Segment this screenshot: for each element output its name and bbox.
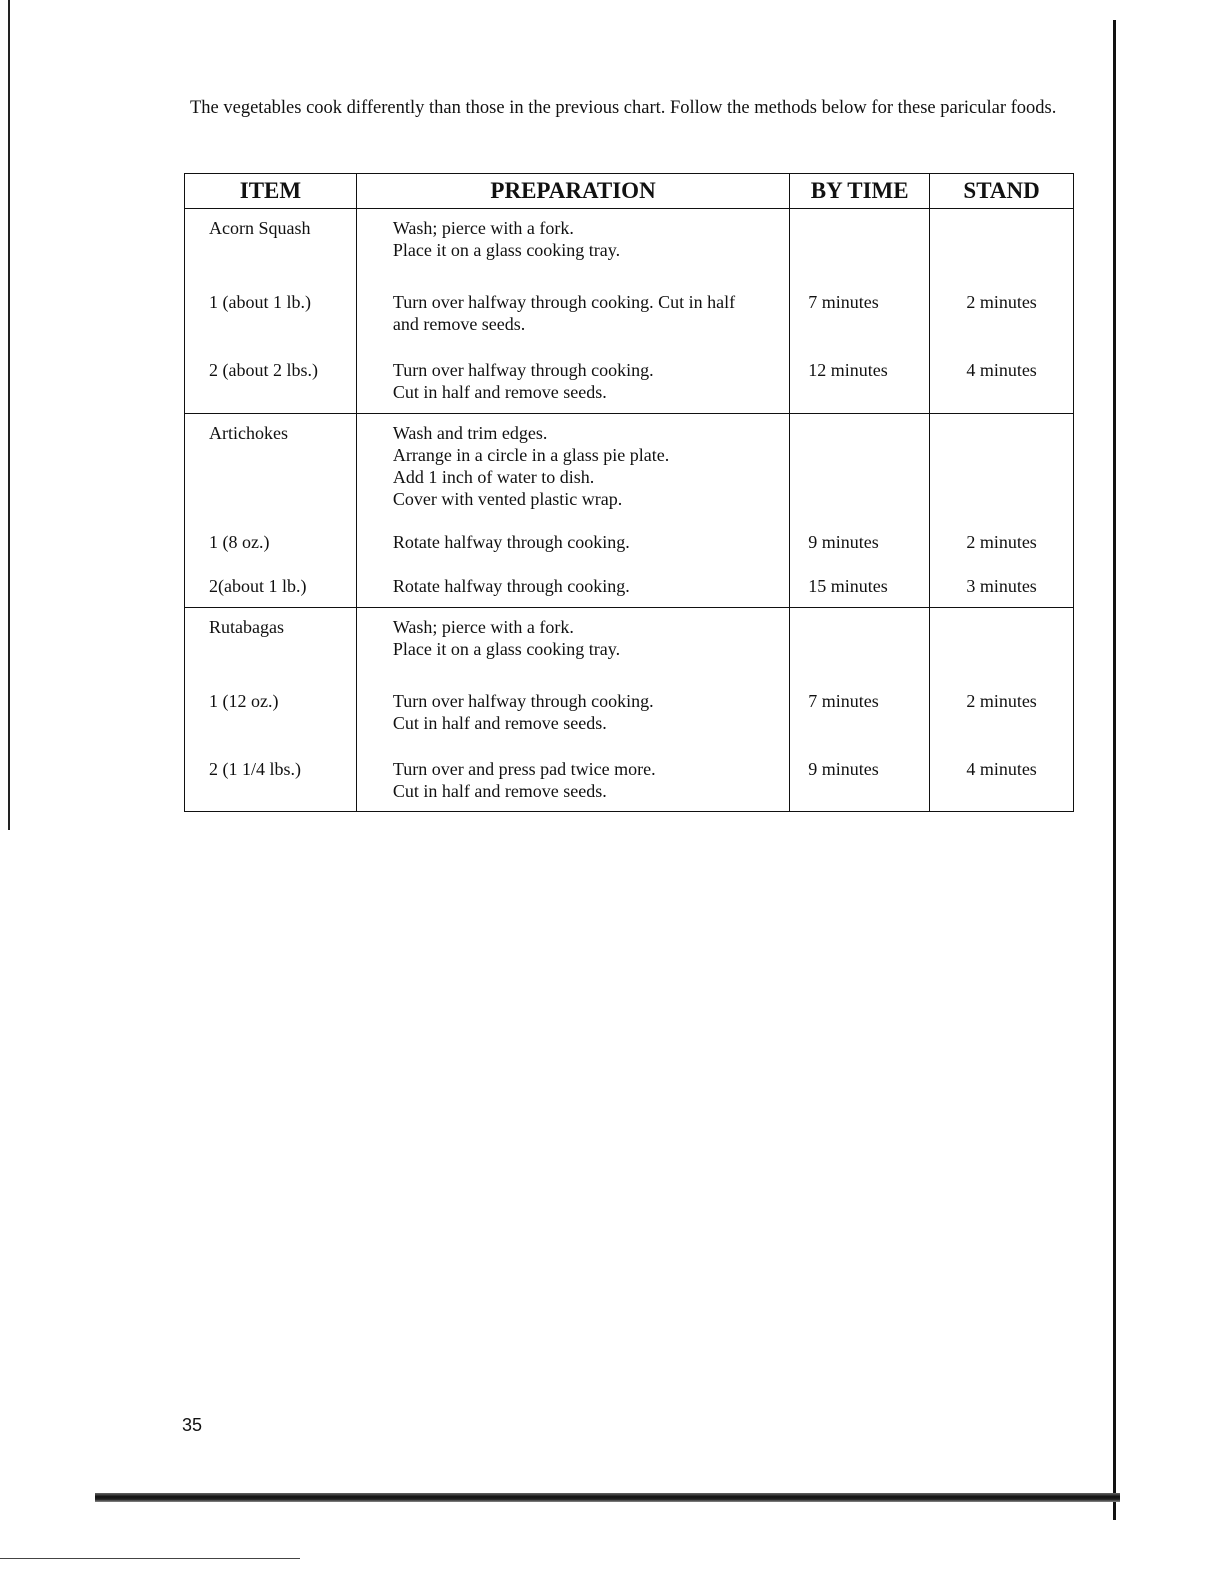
time-cell (790, 607, 930, 678)
time-value: 12 minutes (790, 347, 930, 413)
prep-line: Turn over halfway through cooking. (392, 360, 654, 380)
prep-line: Turn over halfway through cooking. Cut in half (392, 292, 736, 312)
prep-line: Cut in half and remove seeds. (392, 382, 607, 402)
intro-paragraph: The vegetables cook differently than those in the previous chart. Follow the methods below for these paricular foods. (190, 98, 1057, 118)
table-row (185, 746, 1074, 812)
prep-cell (356, 347, 789, 413)
prep-cell (356, 563, 789, 607)
time-value: 15 minutes (790, 563, 930, 607)
table-row (185, 607, 1074, 678)
header-preparation: PREPARATION (356, 174, 789, 209)
time-value: 7 minutes (790, 279, 930, 347)
item-qty: 1 (8 oz.) (185, 519, 357, 563)
stand-value: 4 minutes (930, 746, 1074, 812)
prep-cell (356, 746, 789, 812)
header-row (185, 174, 1074, 209)
table-row (185, 519, 1074, 563)
prep-line: Turn over and press pad twice more. (392, 758, 656, 779)
prep-line: Arrange in a circle in a glass pie plate. (392, 444, 670, 465)
scan-bottom-bar (95, 1493, 1120, 1502)
table-row (185, 209, 1074, 280)
table-row (185, 279, 1074, 347)
time-cell (790, 209, 930, 280)
prep-line: Place it on a glass cooking tray. (392, 638, 621, 659)
group-acorn-squash (185, 209, 1074, 414)
prep-cell (356, 413, 789, 519)
time-value: 7 minutes (790, 678, 930, 746)
table-row (185, 678, 1074, 746)
prep-line: Place it on a glass cooking tray. (392, 240, 621, 260)
prep-line: Turn over halfway through cooking. (392, 690, 654, 711)
prep-cell (356, 678, 789, 746)
header-stand: STAND (930, 174, 1074, 209)
stand-value: 2 minutes (930, 519, 1074, 563)
stand-value: 2 minutes (930, 678, 1074, 746)
stand-cell (930, 209, 1074, 280)
prep-line: Add 1 inch of water to dish. (392, 466, 595, 487)
footer-rule (0, 1558, 300, 1559)
item-qty: 2 (1 1/4 lbs.) (185, 746, 357, 812)
stand-cell (930, 607, 1074, 678)
cooking-chart (184, 173, 1074, 812)
prep-line: Rotate halfway through cooking. (392, 576, 630, 596)
item-qty: 2(about 1 lb.) (185, 563, 357, 607)
table-row (185, 563, 1074, 607)
item-qty: 1 (about 1 lb.) (185, 279, 357, 347)
page-edge-left (8, 0, 10, 830)
group-artichokes (185, 413, 1074, 607)
prep-line: Rotate halfway through cooking. (392, 532, 630, 552)
stand-value: 4 minutes (930, 347, 1074, 413)
page-number: 35 (182, 1415, 203, 1435)
prep-line: Cut in half and remove seeds. (392, 712, 607, 733)
prep-line: Cut in half and remove seeds. (392, 780, 607, 801)
header-item: ITEM (185, 174, 357, 209)
group-rutabagas (185, 607, 1074, 812)
time-value: 9 minutes (790, 519, 930, 563)
prep-cell (356, 209, 789, 280)
item-qty: 2 (about 2 lbs.) (185, 347, 357, 413)
time-value: 9 minutes (790, 746, 930, 812)
stand-value: 3 minutes (930, 563, 1074, 607)
prep-line: Cover with vented plastic wrap. (392, 488, 623, 509)
stand-value: 2 minutes (930, 279, 1074, 347)
item-name: Artichokes (185, 413, 357, 519)
item-name: Acorn Squash (185, 209, 357, 280)
time-cell (790, 413, 930, 519)
page-edge-right (1113, 20, 1116, 1520)
prep-line: Wash; pierce with a fork. (392, 218, 574, 238)
item-name: Rutabagas (185, 607, 357, 678)
table-row (185, 413, 1074, 519)
item-qty: 1 (12 oz.) (185, 678, 357, 746)
prep-cell (356, 519, 789, 563)
prep-line: and remove seeds. (392, 314, 526, 334)
header-by-time: BY TIME (790, 174, 930, 209)
prep-cell (356, 607, 789, 678)
stand-cell (930, 413, 1074, 519)
prep-line: Wash and trim edges. (392, 422, 548, 443)
table-row (185, 347, 1074, 413)
prep-line: Wash; pierce with a fork. (392, 616, 574, 637)
prep-cell (356, 279, 789, 347)
